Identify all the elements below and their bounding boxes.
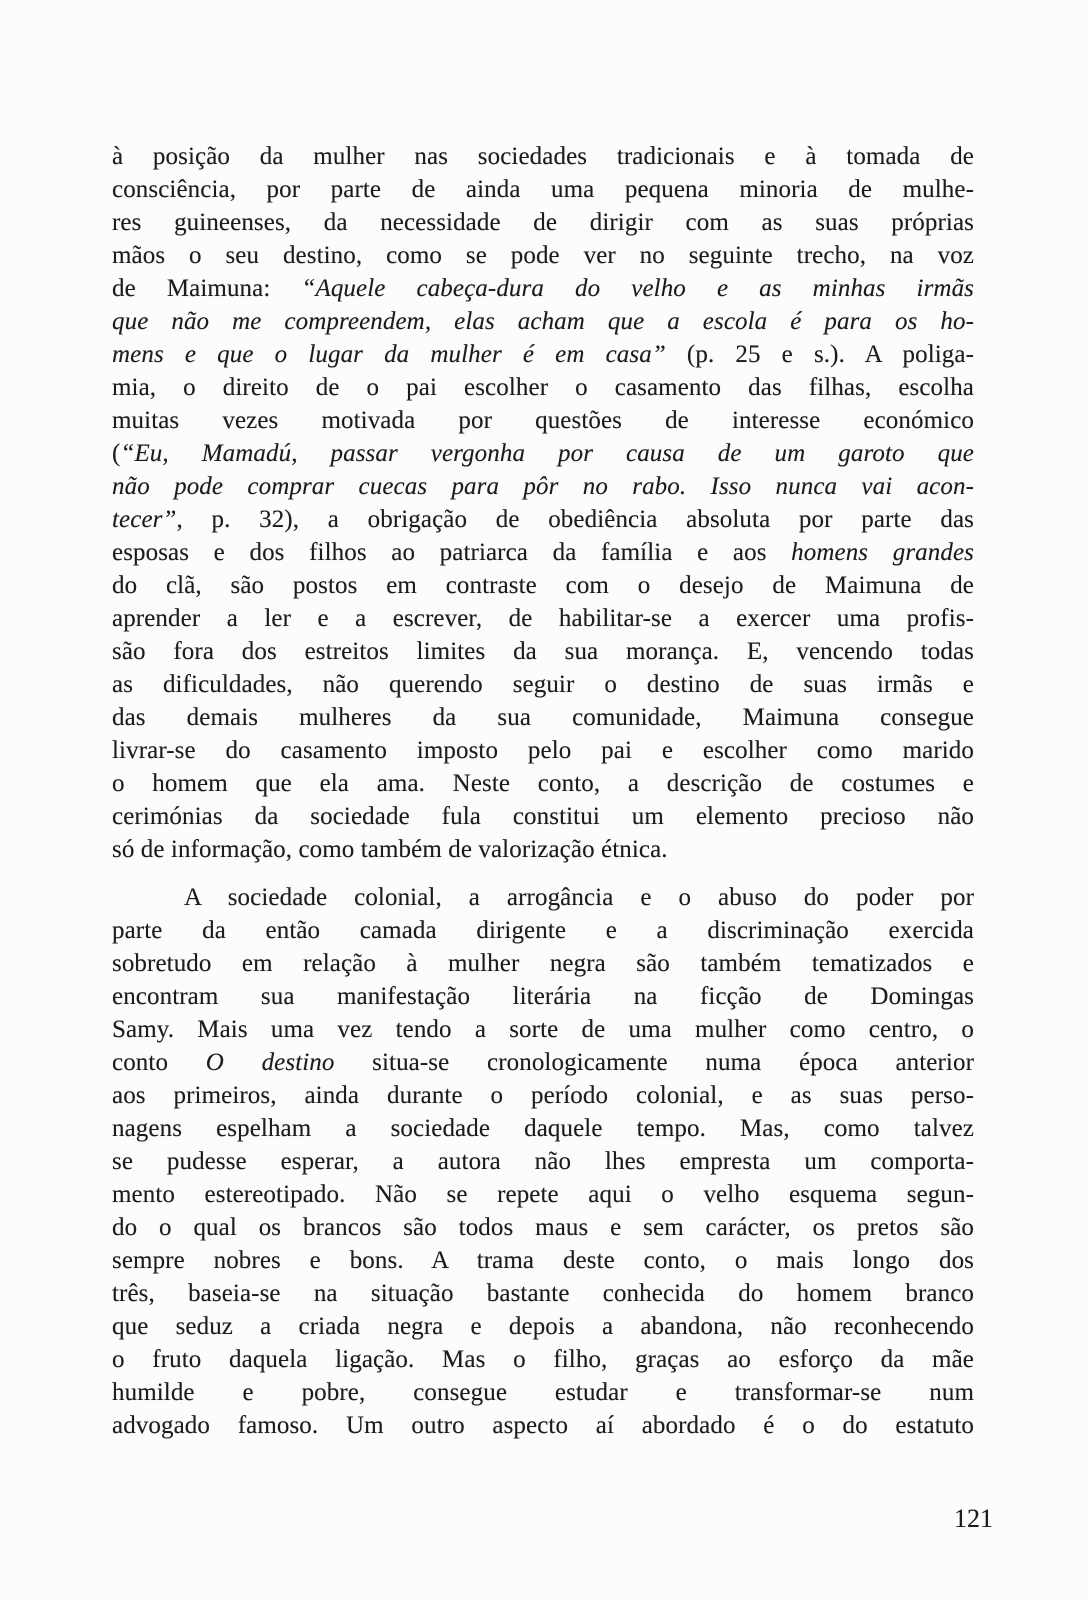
text-line — [112, 1277, 974, 1310]
text-line — [112, 881, 974, 914]
text-line — [112, 914, 974, 947]
text-line — [112, 1178, 974, 1211]
text-line — [112, 1310, 974, 1343]
text-segment: das demais mulheres da sua comunidade, Maimuna consegue — [112, 704, 974, 731]
paragraph — [112, 881, 974, 1442]
text-line — [112, 305, 974, 338]
text-line — [112, 371, 974, 404]
text-segment: advogado famoso. Um outro aspecto aí abordado é o do estatuto — [112, 1412, 974, 1439]
text-segment: o homem que ela ama. Neste conto, a descrição de costumes e — [112, 770, 974, 797]
text-line — [112, 536, 974, 569]
text-line — [112, 1046, 974, 1079]
text-segment: A sociedade colonial, a arrogância e o abuso do poder por — [184, 884, 974, 911]
text-segment: nagens espelham a sociedade daquele tempo. Mas, como talvez — [112, 1115, 974, 1142]
text-line — [112, 239, 974, 272]
italic-text-segment: “Eu, Mamadú, passar vergonha por causa de um garoto que — [120, 440, 974, 467]
text-segment: conto — [112, 1049, 206, 1076]
text-line — [112, 980, 974, 1013]
italic-text-segment: “Aquele cabeça-dura do velho e as minhas irmãs — [301, 275, 974, 302]
text-segment: do o qual os brancos são todos maus e sem carácter, os pretos são — [112, 1214, 974, 1241]
italic-text-segment: não pode comprar cuecas para pôr no rabo. Isso nunca vai acon- — [112, 473, 974, 500]
text-segment: as dificuldades, não querendo seguir o destino de suas irmãs e — [112, 671, 974, 698]
text-segment: de Maimuna: — [112, 275, 302, 302]
text-segment: mãos o seu destino, como se pode ver no seguinte trecho, na voz — [112, 242, 974, 269]
text-line — [112, 503, 974, 536]
text-segment: , p. 32), a obrigação de obediência absoluta por parte das — [176, 506, 974, 533]
page-number: 121 — [954, 1504, 993, 1533]
text-segment: aos primeiros, ainda durante o período colonial, e as suas perso- — [112, 1082, 974, 1109]
text-segment: três, baseia-se na situação bastante conhecida do homem branco — [112, 1280, 974, 1307]
text-line — [112, 173, 974, 206]
text-line — [112, 800, 974, 833]
text-line — [112, 1409, 974, 1442]
paragraph — [112, 140, 974, 866]
text-segment: (p. 25 e s.). A poliga- — [665, 341, 975, 368]
text-line — [112, 140, 974, 173]
italic-text-segment: homens grandes — [791, 539, 974, 566]
text-segment: consciência, por parte de ainda uma pequena minoria de mulhe- — [112, 176, 974, 203]
text-line — [112, 404, 974, 437]
text-segment: esposas e dos filhos ao patriarca da família e aos — [112, 539, 792, 566]
text-line — [112, 767, 974, 800]
italic-text-segment: que não me compreendem, elas acham que a escola é para os ho- — [112, 308, 974, 335]
text-segment: sempre nobres e bons. A trama deste conto, o mais longo dos — [112, 1247, 974, 1274]
italic-text-segment: O destino — [205, 1049, 335, 1076]
text-line — [112, 338, 974, 371]
text-line — [112, 470, 974, 503]
text-line — [112, 635, 974, 668]
text-line — [112, 206, 974, 239]
text-line — [112, 947, 974, 980]
text-line — [112, 1112, 974, 1145]
text-line — [112, 1376, 974, 1409]
text-line — [112, 1079, 974, 1112]
text-line — [112, 437, 974, 470]
text-segment: se pudesse esperar, a autora não lhes empresta um comporta- — [112, 1148, 974, 1175]
text-line — [112, 569, 974, 602]
text-line — [112, 1343, 974, 1376]
text-line — [112, 833, 974, 866]
text-line — [112, 1013, 974, 1046]
text-segment: cerimónias da sociedade fula constitui um elemento precioso não — [112, 803, 974, 830]
text-segment: mia, o direito de o pai escolher o casamento das filhas, escolha — [112, 374, 974, 401]
text-line — [112, 734, 974, 767]
italic-text-segment: tecer” — [112, 506, 177, 533]
text-segment: são fora dos estreitos limites da sua morança. E, vencendo todas — [112, 638, 974, 665]
text-segment: que seduz a criada negra e depois a abandona, não reconhecendo — [112, 1313, 974, 1340]
text-segment: mento estereotipado. Não se repete aqui o velho esquema segun- — [112, 1181, 974, 1208]
text-line — [112, 668, 974, 701]
text-line — [112, 1145, 974, 1178]
text-segment: o fruto daquela ligação. Mas o filho, graças ao esforço da mãe — [112, 1346, 974, 1373]
text-segment: à posição da mulher nas sociedades tradicionais e à tomada de — [112, 143, 974, 170]
text-segment: situa-se cronologicamente numa época anterior — [334, 1049, 974, 1076]
text-segment: Samy. Mais uma vez tendo a sorte de uma mulher como centro, o — [112, 1016, 974, 1043]
text-line — [112, 272, 974, 305]
text-segment: encontram sua manifestação literária na ficção de Domingas — [112, 983, 974, 1010]
text-segment: ( — [112, 440, 121, 467]
text-line — [112, 701, 974, 734]
text-segment: humilde e pobre, consegue estudar e transformar-se num — [112, 1379, 974, 1406]
text-segment: livrar-se do casamento imposto pelo pai e escolher como marido — [112, 737, 974, 764]
text-segment: só de informação, como também de valorização étnica. — [112, 836, 668, 863]
text-line — [112, 1211, 974, 1244]
text-line — [112, 1244, 974, 1277]
text-segment: aprender a ler e a escrever, de habilitar-se a exercer uma profis- — [112, 605, 974, 632]
text-segment: parte da então camada dirigente e a discriminação exercida — [112, 917, 974, 944]
text-segment: do clã, são postos em contraste com o desejo de Maimuna de — [112, 572, 974, 599]
text-segment: sobretudo em relação à mulher negra são também tematizados e — [112, 950, 974, 977]
italic-text-segment: mens e que o lugar da mulher é em casa” — [112, 341, 666, 368]
body-text-block — [112, 140, 974, 1442]
text-segment: muitas vezes motivada por questões de interesse económico — [112, 407, 974, 434]
text-line — [112, 602, 974, 635]
text-segment: res guineenses, da necessidade de dirigir com as suas próprias — [112, 209, 974, 236]
